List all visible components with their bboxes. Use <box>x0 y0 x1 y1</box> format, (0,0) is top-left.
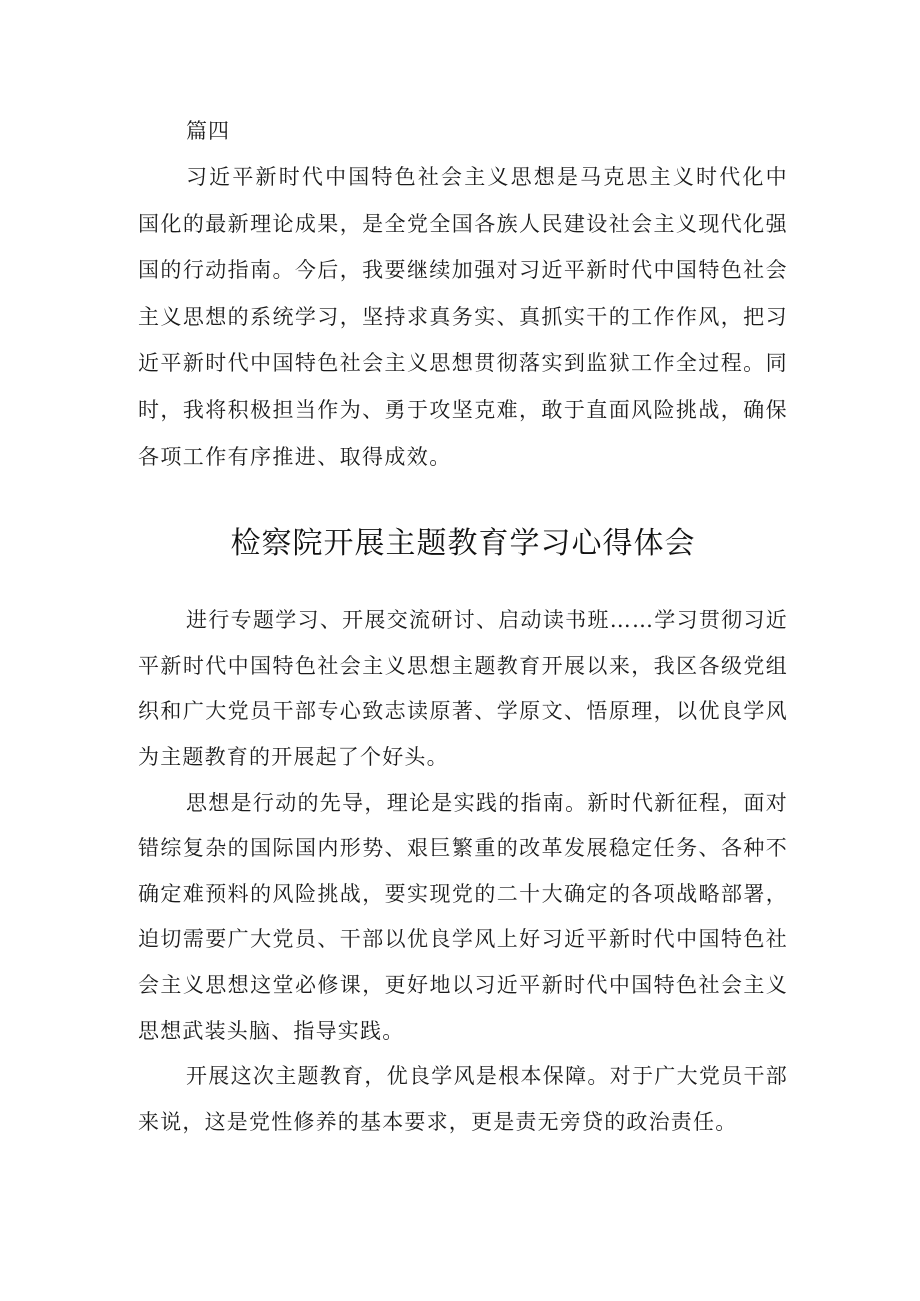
article-paragraph-2: 思想是行动的先导，理论是实践的指南。新时代新征程，面对错综复杂的国际国内形势、艰巨繁重的改革发展稳定任务、各种不确定难预料的风险挑战，要实现党的二十大确定的各项战略部署，迫切需要广大党员、干部以优良学风上好习近平新时代中国特色社会主义思想这堂必修课，更好地以习近平新时代中国特色社会主义思想武装头脑、指导实践。 <box>138 790 788 1043</box>
article-paragraph-3: 开展这次主题教育，优良学风是根本保障。对于广大党员干部来说，这是党性修养的基本要求，更是责无旁贷的政治责任。 <box>138 1064 788 1134</box>
document-body <box>138 108 788 1145</box>
paragraph-1: 习近平新时代中国特色社会主义思想是马克思主义时代化中国化的最新理论成果，是全党全国各族人民建设社会主义现代化强国的行动指南。今后，我要继续加强对习近平新时代中国特色社会主义思想的系统学习，坚持求真务实、真抓实干的工作作风，把习近平新时代中国特色社会主义思想贯彻落实到监狱工作全过程。同时，我将积极担当作为、勇于攻坚克难，敢于直面风险挑战，确保各项工作有序推进、取得成效。 <box>138 165 788 469</box>
article-title: 检察院开展主题教育学习心得体会 <box>230 526 696 562</box>
section-label: 篇四 <box>186 119 230 143</box>
article-paragraph-1: 进行专题学习、开展交流研讨、启动读书班……学习贯彻习近平新时代中国特色社会主义思想主题教育开展以来，我区各级党组织和广大党员干部专心致志读原著、学原文、悟原理，以优良学风为主题教育的开展起了个好头。 <box>138 608 788 769</box>
